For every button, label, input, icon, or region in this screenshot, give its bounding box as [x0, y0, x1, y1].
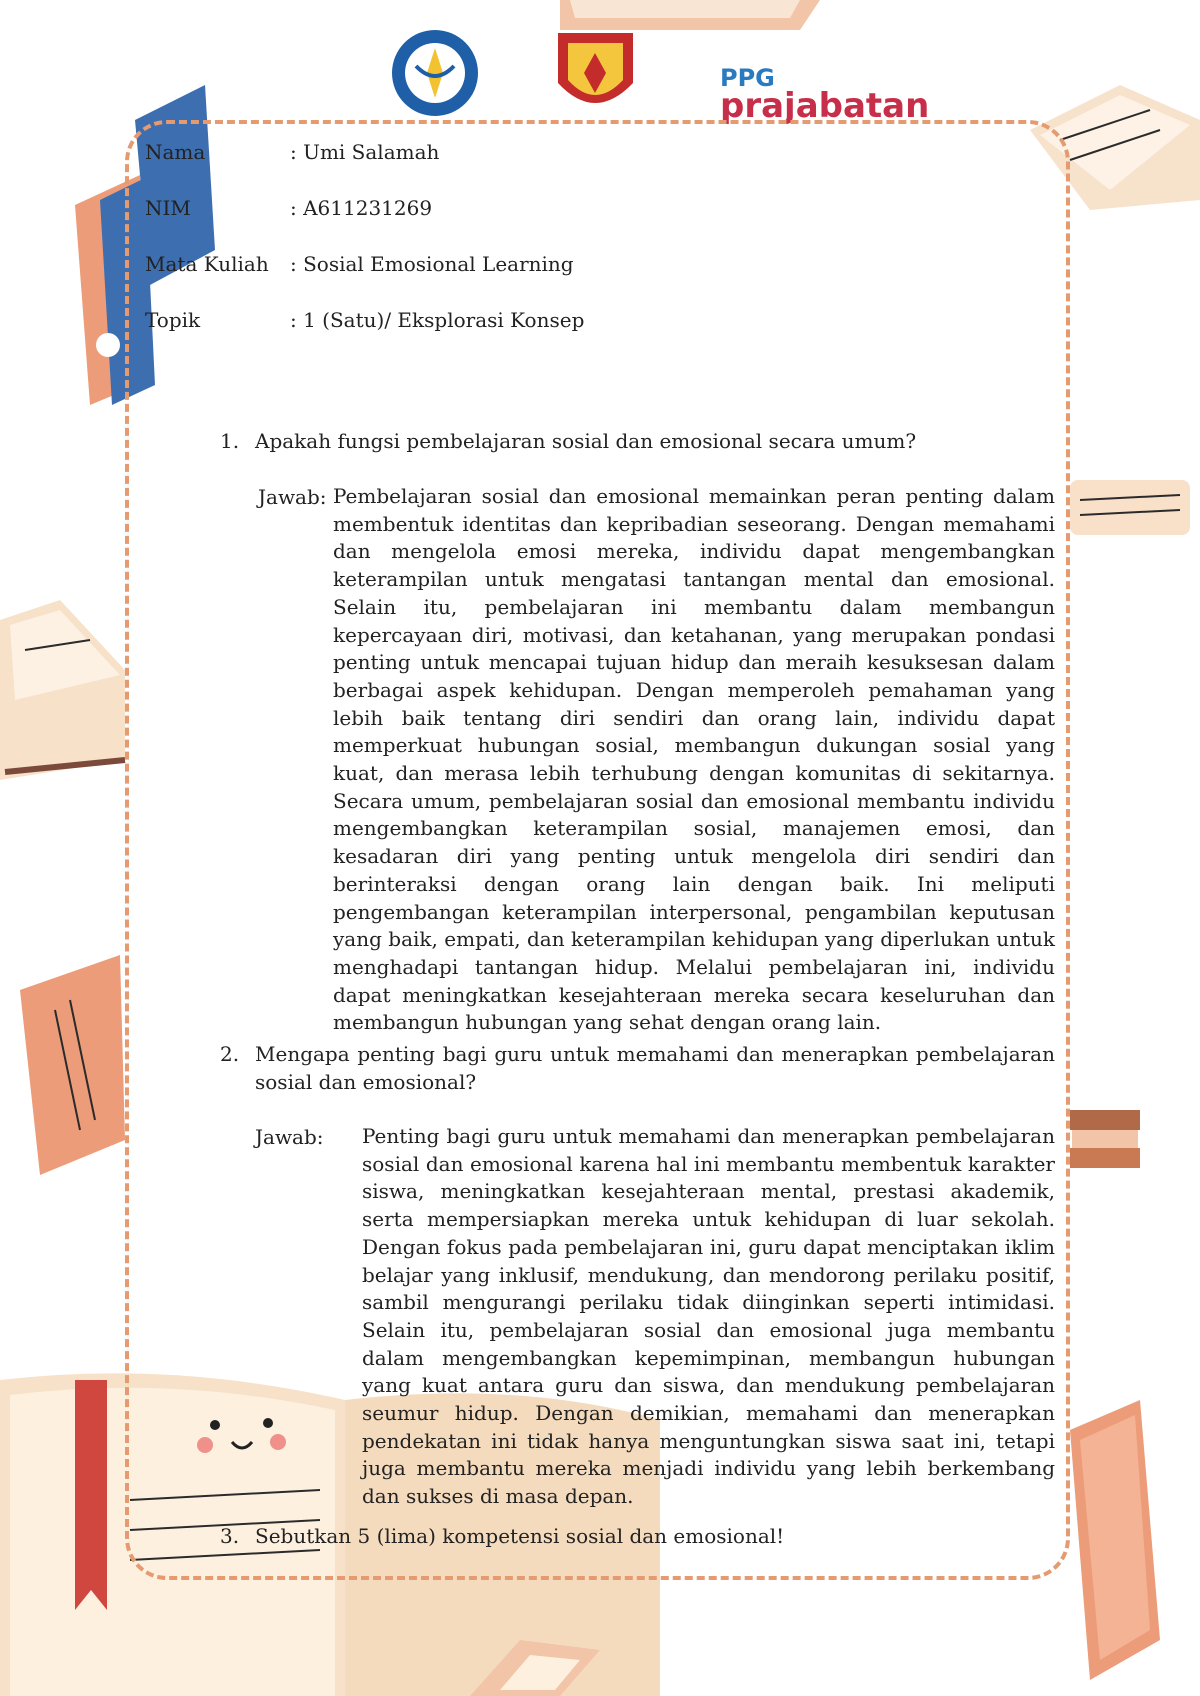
right-book-stack-illustration	[1070, 1110, 1140, 1168]
question-text: Apakah fungsi pembelajaran sosial dan emosional secara umum?	[255, 429, 917, 453]
info-label: Nama	[145, 140, 206, 164]
answer-label: Jawab:	[258, 485, 327, 509]
left-orange-book-illustration	[20, 955, 125, 1175]
question-number: 3.	[220, 1524, 240, 1548]
document-content	[145, 140, 1057, 364]
info-row-mata-kuliah	[145, 252, 1057, 308]
left-open-book-illustration	[0, 600, 125, 780]
info-row-nama	[145, 140, 1057, 196]
right-bottom-book-illustration	[1070, 1400, 1160, 1680]
prajabatan-logo-text: prajabatan	[720, 86, 930, 126]
info-row-topik	[145, 308, 1057, 364]
info-value: : Sosial Emosional Learning	[290, 252, 574, 276]
ppg-logo-text: PPG	[720, 64, 775, 92]
info-label: Topik	[145, 308, 201, 332]
university-logo-icon	[548, 28, 643, 118]
question-text: Sebutkan 5 (lima) kompetensi sosial dan emosional!	[255, 1524, 785, 1548]
info-label: NIM	[145, 196, 191, 220]
top-book-illustration	[560, 0, 820, 30]
question-text: Mengapa penting bagi guru untuk memahami dan menerapkan pembelajaran sosial dan emosional?	[255, 1042, 1055, 1094]
answer-label: Jawab:	[255, 1125, 324, 1149]
student-info	[145, 140, 1057, 364]
question-number: 2.	[220, 1042, 240, 1066]
answer-1: Pembelajaran sosial dan emosional memainkan peran penting dalam membentuk identitas dan kepribadian seseorang. Dengan memahami dan mengelola emosi mereka, individu dapat mengembangkan keterampilan untuk mengatasi tantangan mental dan emosional. Selain itu, pembelajaran ini membantu dalam membangun kepercayaan diri, motivasi, dan ketahanan, yang merupakan pondasi penting untuk mencapai tujuan hidup dan meraih kesuksesan dalam berbagai aspek kehidupan. Dengan memperoleh pemahaman yang lebih baik tentang diri sendiri dan orang lain, individu dapat memperkuat hubungan sosial, membangun dukungan sosial yang kuat, dan merasa lebih terhubung dengan komunitas di sekitarnya. Secara umum, pembelajaran sosial dan emosional membantu individu mengembangkan keterampilan sosial, manajemen emosi, dan kesadaran diri yang penting untuk mengelola diri sendiri dan berinteraksi dengan orang lain dengan baik. Ini meliputi pengembangan keterampilan interpersonal, pengambilan keputusan yang baik, empati, dan keterampilan kehidupan yang diperlukan untuk menghadapi tantangan hidup. Melalui pembelajaran ini, individu dapat meningkatkan kesejahteraan mereka secara keseluruhan dan membangun hubungan yang sehat dengan orang lain.	[333, 484, 1055, 1035]
answer-2: Penting bagi guru untuk memahami dan menerapkan pembelajaran sosial dan emosional karena hal ini membantu membentuk karakter siswa, meningkatkan kesejahteraan mental, prestasi akademik, serta mempersiapkan mereka untuk kehidupan di luar sekolah. Dengan fokus pada pembelajaran ini, guru dapat menciptakan iklim belajar yang inklusif, mendukung, dan mendorong perilaku positif, sambil mengurangi perilaku tidak diinginkan seperti intimidasi. Selain itu, pembelajaran sosial dan emosional juga membantu dalam mengembangkan kepemimpinan, membangun hubungan yang kuat antara guru dan siswa, dan mendukung pembelajaran seumur hidup. Dengan demikian, memahami dan menerapkan pendekatan ini tidak hanya menguntungkan siswa saat ini, tetapi juga membantu mereka menjadi individu yang lebih berkembang dan sukses di masa depan.	[362, 1124, 1055, 1509]
right-small-book-illustration	[1070, 480, 1190, 535]
info-row-nim	[145, 196, 1057, 252]
info-value: : 1 (Satu)/ Eksplorasi Konsep	[290, 308, 585, 332]
question-number: 1.	[220, 429, 240, 453]
ppg-prajabatan-logo	[720, 64, 929, 126]
info-value: : Umi Salamah	[290, 140, 440, 164]
kemdikbud-logo-icon	[388, 28, 483, 118]
info-value: : A611231269	[290, 196, 433, 220]
header-logos	[0, 28, 1200, 126]
info-label: Mata Kuliah	[145, 252, 269, 276]
